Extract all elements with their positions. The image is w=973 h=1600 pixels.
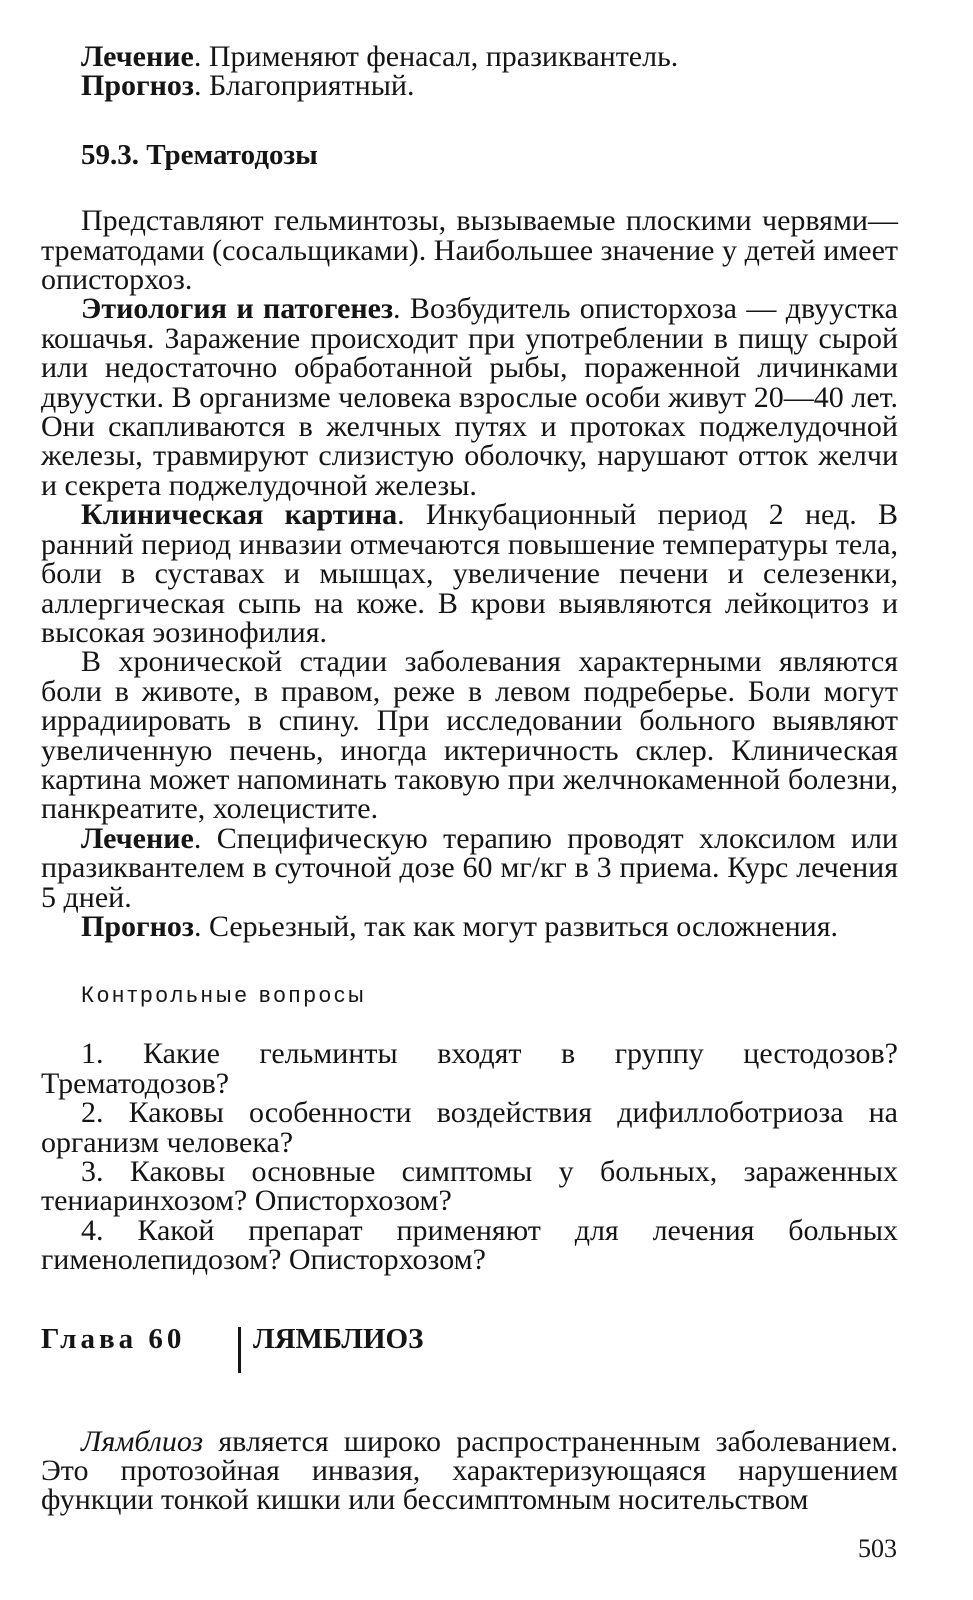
- chapter-divider: [238, 1327, 241, 1373]
- clinic-text: . Инкубационный период 2 нед. В ранний период инвазии отмечаются повышение температуры тела, боли в суставах и мышцах, увеличение печени и селезенки, аллергическая сыпь на коже. В крови выявляются лейкоцитоз и высокая эозинофилия.: [41, 498, 898, 649]
- clinic-paragraph: [41, 500, 898, 647]
- treatment-paragraph: [41, 821, 898, 914]
- treatment-text: . Специфическую терапию проводят хлоксилом или празиквантелем в суточной дозе 60 мг/кг в 3 приема. Курс лечения 5 дней.: [41, 821, 898, 914]
- clinic-label: Клиническая картина: [81, 498, 398, 532]
- question-item: 4. Какой препарат применяют для лечения больных гименолепидозом? Описторхозом?: [41, 1213, 898, 1277]
- treatment-label: Лечение: [81, 821, 194, 855]
- treatment-text: . Применяют фенасал, празиквантель.: [193, 40, 679, 73]
- chapter-intro: [41, 1424, 898, 1517]
- section-heading: 59.3. Трематодозы: [81, 138, 318, 171]
- treatment-paragraph-cestodes: [41, 42, 898, 71]
- chronic-paragraph: В хронической стадии заболевания характерными являются боли в животе, в правом, реже в левом подреберье. Боли могут иррадиировать в спину. При исследовании больного выявляют увеличенную печень, иногда иктеричность склер. Клиническая картина может напоминать таковую при желчнокаменной болезни, панкреатите, холецистите.: [41, 645, 898, 826]
- prognosis-text: . Благоприятный.: [193, 69, 415, 103]
- chapter-title: ЛЯМБЛИОЗ: [253, 1322, 424, 1355]
- chapter-intro-text: является широко распространенным заболеванием. Это протозойная инвазия, характеризующаяся нарушением функции тонкой кишки или бессимптомным носительством: [41, 1424, 898, 1517]
- page-number: 503: [858, 1534, 897, 1563]
- prognosis-label: Прогноз: [81, 69, 194, 103]
- prognosis-paragraph-cestodes: [41, 69, 898, 103]
- etiology-paragraph: [41, 294, 898, 500]
- prognosis-label: Прогноз: [81, 909, 194, 943]
- book-page: [41, 42, 898, 1515]
- question-item: 2. Каковы особенности воздействия дифиллоботриоза на организм человека?: [41, 1096, 898, 1159]
- chapter-number: Глава 60: [41, 1322, 186, 1355]
- question-item: 3. Каковы основные симптомы у больных, зараженных тениаринхозом? Описторхозом?: [41, 1155, 898, 1218]
- chapter-intro-term: Лямблиоз: [81, 1424, 204, 1458]
- etiology-label: Этиология и патогенез: [81, 292, 394, 326]
- section-intro: Представляют гельминтозы, вызываемые плоскими червями—трематодами (сосальщиками). Наибольшее значение у детей имеет описторхоз.: [41, 204, 898, 297]
- prognosis-text: . Серьезный, так как могут развиться осложнения.: [193, 909, 839, 943]
- question-item: 1. Какие гельминты входят в группу цестодозов? Трематодозов?: [41, 1037, 898, 1100]
- treatment-label: Лечение: [81, 40, 194, 73]
- chapter-header: [41, 1322, 898, 1385]
- etiology-text: . Возбудитель описторхоза — двуустка кошачья. Заражение происходит при употреблении в пищу сырой или недостаточно обработанной рыбы, пораженной личинками двуустки. В организме человека взрослые особи живут 20—40 лет. Они скапливаются в желчных путях и протоках поджелудочной железы, травмируют слизистую оболочку, нарушают отток желчи и секрета поджелудочной железы.: [41, 292, 898, 502]
- questions-heading: Контрольные вопросы: [81, 982, 367, 1008]
- prognosis-paragraph: [41, 909, 898, 943]
- questions-list: [41, 1037, 898, 1277]
